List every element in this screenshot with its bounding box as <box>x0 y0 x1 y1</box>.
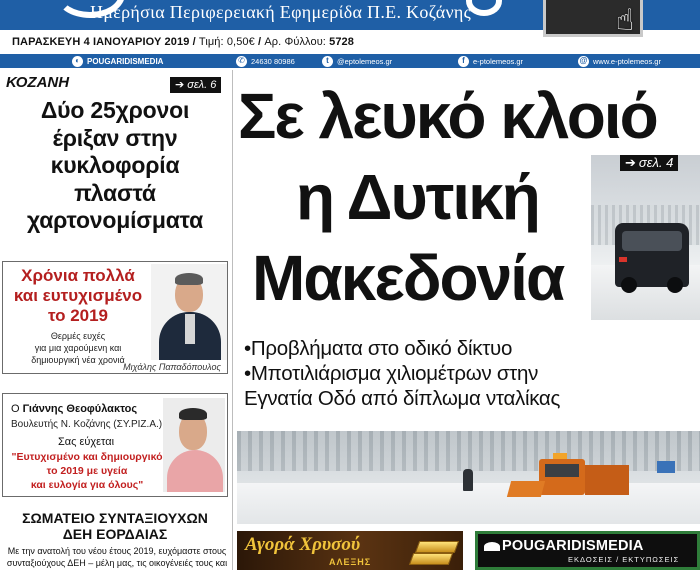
price-label: Τιμή: <box>198 36 224 48</box>
gold-ad-title: Αγορά Χρυσού <box>245 534 361 555</box>
media-ad-brand: POUGARIDISMEDIA <box>502 538 644 554</box>
arrow-right-icon: ➔ <box>625 155 636 170</box>
twitter-icon: t <box>322 56 333 67</box>
at-icon: @ <box>579 56 588 65</box>
greeting-ad-theofylaktos <box>2 393 228 497</box>
issue-label: Αρ. Φύλλου: <box>264 36 326 48</box>
main-headline[interactable]: Σε λευκό κλοιό η Δυτική Μακεδονία <box>238 80 657 314</box>
road-sign-shape <box>657 461 675 473</box>
van-window <box>622 231 682 251</box>
snowplow-truck <box>509 455 627 503</box>
pougaridis-media-ad[interactable] <box>475 531 700 570</box>
greeting-wishes: Σας εύχεται <box>57 436 115 448</box>
pointing-hand-icon: ☝ <box>616 4 635 37</box>
price: 0,50€ <box>226 36 255 48</box>
gold-bars-icon <box>403 533 459 567</box>
arrow-right-icon: ➔ <box>175 79 185 91</box>
greeting-subtext: Θερμές ευχές για μια χαρούμενη και δημιουργική νέα χρονιά <box>31 331 125 365</box>
phone-icon: ✆ <box>236 56 247 67</box>
media-logo-icon <box>484 542 500 551</box>
truck-bed <box>585 465 629 495</box>
issue-number: 5728 <box>329 36 354 48</box>
social-web[interactable]: @ www.e-ptolemeos.gr <box>579 56 661 66</box>
portrait-photo <box>151 264 227 360</box>
bullet-item: •Προβλήματα στο οδικό δίκτυο <box>244 337 513 360</box>
monitor-graphic <box>543 0 643 37</box>
media-ad-subtitle: ΕΚΔΟΣΕΙΣ / ΕΚΤΥΠΩΣΕΙΣ <box>568 555 680 564</box>
greeting-signature: Μιχάλης Παπαδόπουλος <box>123 362 221 372</box>
column-divider <box>232 70 233 570</box>
greeting-quote: "Ευτυχισμένο και δημιουργικό το 2019 με υγεία και ευλογία για όλους" <box>11 451 163 491</box>
globe-icon: ◐ <box>72 56 83 67</box>
social-facebook[interactable]: f e-ptolemeos.gr <box>458 54 523 68</box>
greeting-role: Βουλευτής Ν. Κοζάνης (ΣΥ.ΡΙΖ.Α.) <box>11 419 163 430</box>
person-shape <box>463 469 473 491</box>
headline-bullets <box>244 336 700 411</box>
masthead-tagline: Ημερήσια Περιφερειακή Εφημερίδα Π.Ε. Κοζάνης <box>90 2 472 22</box>
union-body: Με την ανατολή του νέου έτους 2019, ευχόμαστε στους συνταξιούχους ΔΕΗ – μέλη μας, τις οικογένειές τους και <box>6 546 228 568</box>
gold-buying-ad[interactable] <box>237 531 463 570</box>
gold-bar <box>415 541 459 553</box>
bullet-item: •Μποτιλιάρισμα χιλιομέτρων στην <box>244 362 539 385</box>
issue-date: ΠΑΡΑΣΚΕΥΗ 4 ΙΑΝΟΥΑΡΙΟΥ 2019 <box>12 36 190 48</box>
dateline: ΠΑΡΑΣΚΕΥΗ 4 ΙΑΝΟΥΑΡΙΟΥ 2019 / Τιμή: 0,50€ / Αρ. Φύλλου: 5728 <box>12 36 354 48</box>
photo-page-ref-badge[interactable]: ➔ σελ. 4 <box>620 155 678 171</box>
gold-ad-name: ΑΛΕΞΗΣ <box>329 557 372 567</box>
section-kicker: ΚΟΖΑΝΗ <box>6 74 70 91</box>
social-phone[interactable]: ✆ 24630 80986 <box>236 54 295 68</box>
page-ref-badge[interactable]: ➔ σελ. 6 <box>170 77 221 93</box>
snowplow-photo <box>237 431 700 524</box>
gold-bar <box>409 553 453 565</box>
greeting-person: Ο Γιάννης Θεοφύλακτος <box>11 403 138 415</box>
van-wheel <box>667 277 683 293</box>
shirt-shape <box>185 314 195 344</box>
left-story-headline[interactable]: Δύο 25χρονοι έριξαν στην κυκλοφορία πλαστά χαρτονομίσματα <box>26 97 204 233</box>
bullet-item: Εγνατία Οδό από δίπλωμα νταλίκας <box>244 387 561 410</box>
greeting-title: Χρόνια πολλά και ευτυχισμένο το 2019 <box>13 266 143 325</box>
truck-beacon <box>553 453 567 459</box>
van-shape <box>615 223 689 287</box>
facebook-icon: f <box>458 56 469 67</box>
van-light <box>619 257 627 262</box>
portrait-photo <box>163 398 225 492</box>
truck-window <box>545 464 579 477</box>
union-title: ΣΩΜΑΤΕΙΟ ΣΥΝΤΑΞΙΟΥΧΩΝ ΔΕΗ ΕΟΡΔΑΙΑΣ <box>22 510 208 542</box>
portrait-hair <box>175 273 203 285</box>
snow-road-photo <box>591 155 700 320</box>
portrait-hair <box>179 408 207 420</box>
logo-ring-icon <box>466 0 502 16</box>
van-wheel <box>621 277 637 293</box>
portrait-body <box>167 450 223 492</box>
social-twitter[interactable]: t @eptolemeos.gr <box>322 54 392 68</box>
truck-cab <box>539 459 585 495</box>
greeting-ad-papadopoulos <box>2 261 228 374</box>
social-strip <box>0 54 700 68</box>
treeline-shape <box>237 431 700 471</box>
social-brand[interactable]: ◐ POUGARIDISMEDIA <box>72 54 163 68</box>
plow-blade <box>507 481 545 497</box>
